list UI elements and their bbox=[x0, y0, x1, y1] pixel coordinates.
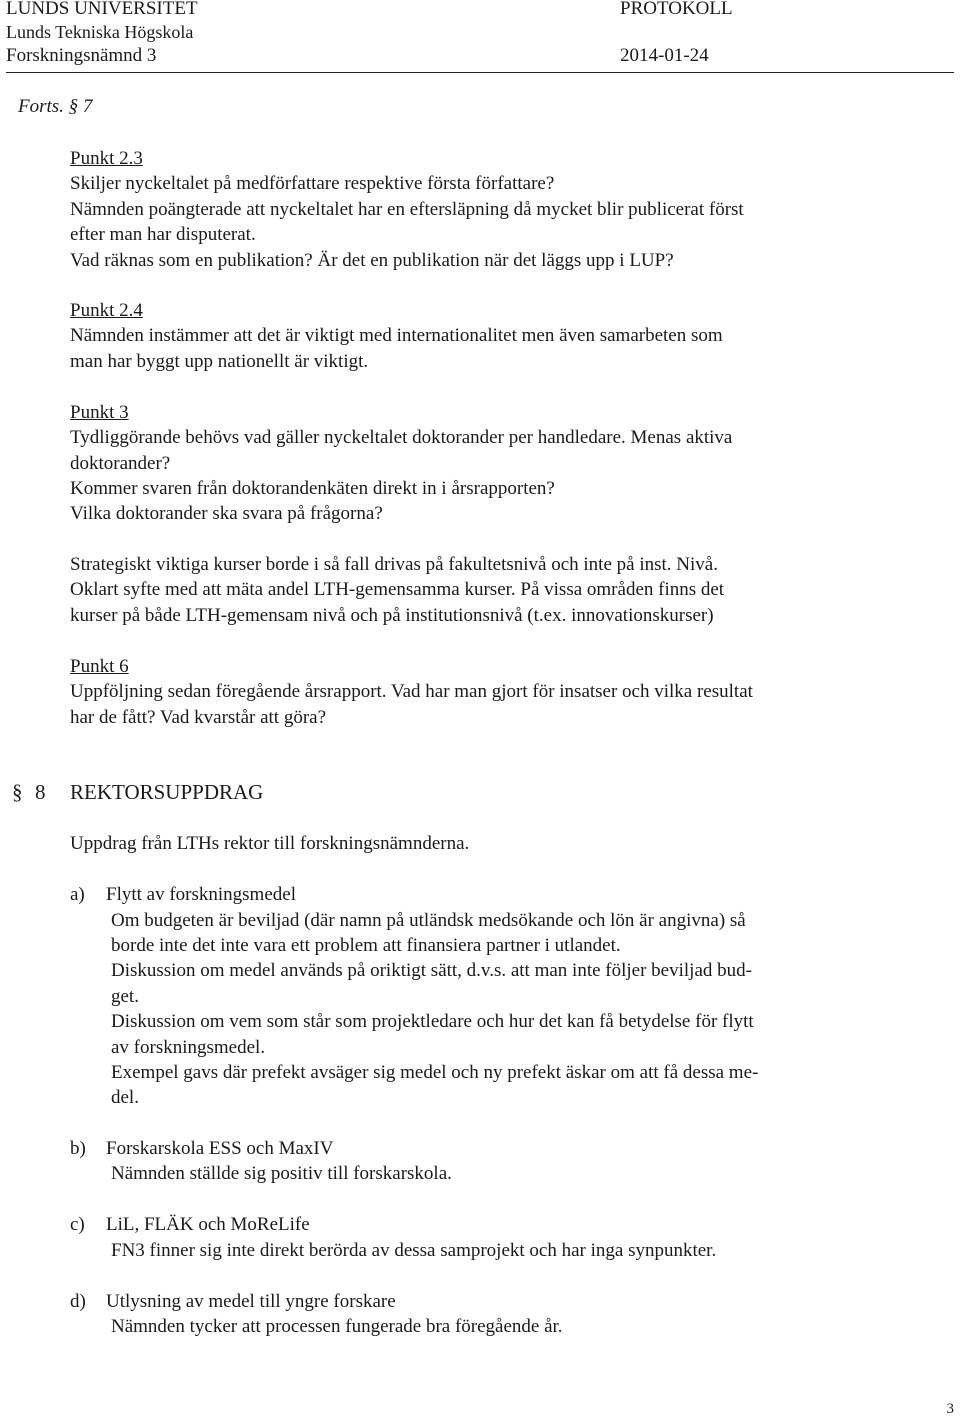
section-intro: Uppdrag från LTHs rektor till forskningsnämnderna. bbox=[70, 833, 470, 854]
text-line: get. bbox=[111, 986, 139, 1007]
text-line: FN3 finner sig inte direkt berörda av dessa samprojekt och har inga synpunkter. bbox=[111, 1240, 717, 1261]
document-header bbox=[6, 0, 954, 73]
continuation-label: Forts. § 7 bbox=[18, 96, 93, 117]
text-line: doktorander? bbox=[70, 453, 171, 474]
faculty-name: Lunds Tekniska Högskola bbox=[6, 22, 194, 42]
text-line: del. bbox=[111, 1087, 139, 1108]
text-line: Nämnden instämmer att det är viktigt med internationalitet men även samarbeten som bbox=[70, 325, 723, 346]
text-line: Nämnden tycker att processen fungerade bra föregående år. bbox=[111, 1316, 563, 1337]
text-line: Diskussion om medel används på oriktigt sätt, d.v.s. att man inte följer beviljad bud- bbox=[111, 960, 752, 981]
text-line: Om budgeten är beviljad (där namn på utländsk medsökande och lön är angivna) så bbox=[111, 910, 746, 931]
item-d-marker: d) bbox=[70, 1291, 86, 1312]
item-b-title: Forskarskola ESS och MaxIV bbox=[106, 1138, 334, 1159]
text-line: efter man har disputerat. bbox=[70, 224, 256, 245]
text-line: Nämnden ställde sig positiv till forskarskola. bbox=[111, 1163, 452, 1184]
text-line: Tydliggörande behövs vad gäller nyckeltalet doktorander per handledare. Menas aktiva bbox=[70, 427, 733, 448]
item-a-marker: a) bbox=[70, 884, 85, 905]
punkt-3-heading: Punkt 3 bbox=[70, 402, 129, 423]
text-line: borde inte det inte vara ett problem att finansiera partner i utlandet. bbox=[111, 935, 621, 956]
section-symbol: § bbox=[12, 780, 23, 804]
text-line: Strategiskt viktiga kurser borde i så fall drivas på fakultetsnivå och inte på inst. Nivå. bbox=[70, 554, 718, 575]
committee-name: Forskningsnämnd 3 bbox=[6, 45, 157, 66]
section-title: REKTORSUPPDRAG bbox=[70, 780, 264, 804]
text-line: Exempel gavs där prefekt avsäger sig medel och ny prefekt äskar om att få dessa me- bbox=[111, 1062, 759, 1083]
text-line: Uppföljning sedan föregående årsrapport. Vad har man gjort för insatser och vilka resultat bbox=[70, 681, 753, 702]
punkt-2-4-heading: Punkt 2.4 bbox=[70, 300, 143, 321]
item-c-marker: c) bbox=[70, 1214, 85, 1235]
document-type: PROTOKOLL bbox=[620, 0, 733, 19]
text-line: man har byggt upp nationellt är viktigt. bbox=[70, 351, 369, 372]
text-line: Vilka doktorander ska svara på frågorna? bbox=[70, 503, 383, 524]
section-number: 8 bbox=[35, 780, 46, 804]
text-line: har de fått? Vad kvarstår att göra? bbox=[70, 707, 327, 728]
item-a-title: Flytt av forskningsmedel bbox=[106, 884, 296, 905]
item-c-title: LiL, FLÄK och MoReLife bbox=[106, 1214, 310, 1235]
text-line: av forskningsmedel. bbox=[111, 1037, 266, 1058]
text-line: Vad räknas som en publikation? Är det en publikation när det läggs upp i LUP? bbox=[70, 250, 674, 271]
item-b-marker: b) bbox=[70, 1138, 86, 1159]
document-date: 2014-01-24 bbox=[620, 45, 709, 66]
text-line: Diskussion om vem som står som projektledare och hur det kan få betydelse för flytt bbox=[111, 1011, 754, 1032]
text-line: kurser på både LTH-gemensam nivå och på institutionsnivå (t.ex. innovationskurser) bbox=[70, 605, 714, 626]
page-number: 3 bbox=[946, 1401, 954, 1417]
text-line: Oklart syfte med att mäta andel LTH-gemensamma kurser. På vissa områden finns det bbox=[70, 579, 725, 600]
punkt-2-3-heading: Punkt 2.3 bbox=[70, 148, 143, 169]
university-name: LUNDS UNIVERSITET bbox=[6, 0, 198, 19]
text-line: Kommer svaren från doktorandenkäten direkt in i årsrapporten? bbox=[70, 478, 555, 499]
punkt-6-heading: Punkt 6 bbox=[70, 656, 129, 677]
item-d-title: Utlysning av medel till yngre forskare bbox=[106, 1291, 396, 1312]
text-line: Nämnden poängterade att nyckeltalet har en eftersläpning då mycket blir publicerat först bbox=[70, 199, 744, 220]
text-line: Skiljer nyckeltalet på medförfattare respektive första författare? bbox=[70, 173, 555, 194]
